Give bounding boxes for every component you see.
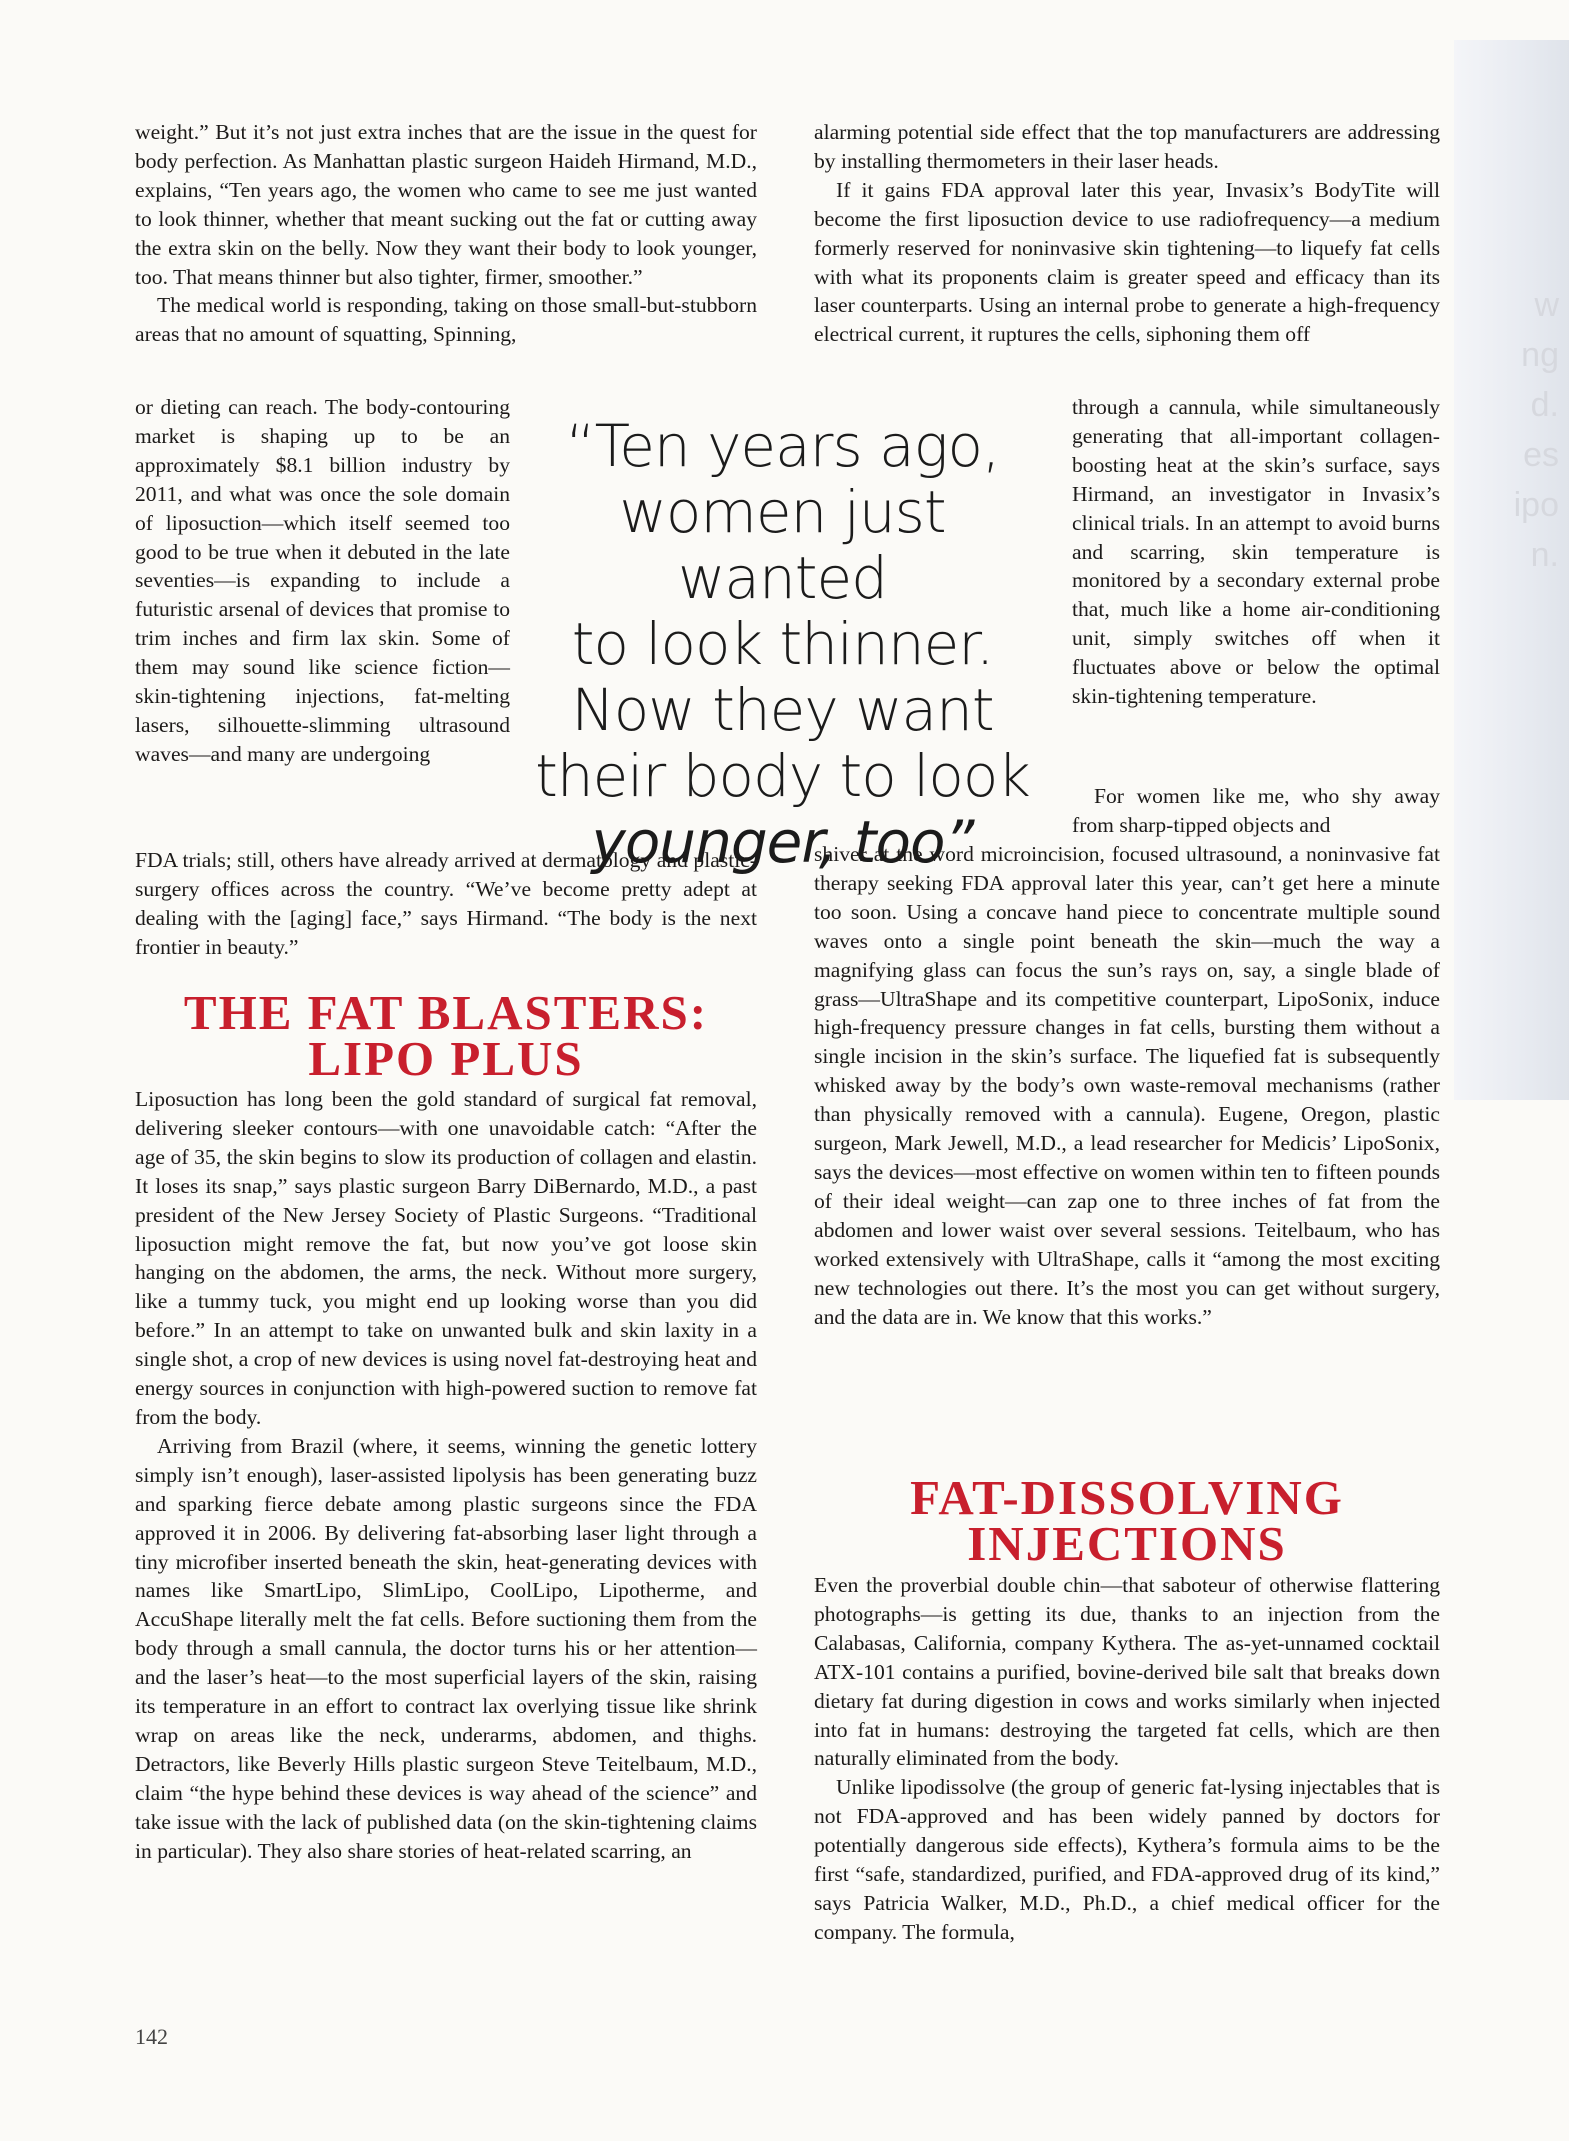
- paragraph: The medical world is responding, taking on those small-but-stubborn areas that no amount of squatting, Spinning,: [135, 293, 757, 347]
- section-heading-fat-dissolving: [814, 1470, 1440, 1571]
- right-column-narrow-2: [1072, 782, 1440, 840]
- paragraph: Liposuction has long been the gold standard of surgical fat removal, delivering sleeker contours—with one unavoidable catch: “After the age of 35, the skin begins to slow its production of collagen and elastin. It loses its snap,” says plastic surgeon Barry DiBernardo, M.D., a past president of the New Jersey Society of Plastic Surgeons. “Traditional liposuction might remove the fat, but now you’ve got loose skin hanging on the abdomen, the arms, the neck. Without more surgery, like a tummy tuck, you might end up looking worse than you did before.” In an attempt to take on unwanted bulk and skin laxity in a single shot, a crop of new devices is using novel fat-destroying heat and energy sources in conjunction with high-powered suction to remove fat from the body.: [135, 1087, 757, 1429]
- bleed-ghost-text: w ng d. es ipo n.: [1513, 286, 1559, 574]
- left-column-intro: [135, 118, 757, 349]
- pull-quote-line: Now they want: [571, 676, 994, 744]
- left-column-narrow: [135, 393, 510, 769]
- paragraph: alarming potential side effect that the top manufacturers are addressing by installing thermometers in their laser heads.: [814, 120, 1440, 173]
- heading-line: FAT-DISSOLVING: [910, 1470, 1344, 1525]
- paragraph: Even the proverbial double chin—that saboteur of otherwise flattering photographs—is getting its due, thanks to an injection from the Calabasas, California, company Kythera. The as-yet-unnamed cocktail ATX-101 contains a purified, bovine-derived bile salt that breaks down dietary fat during digestion in cows and works similarly when injected into fat in humans: destroying the targeted fat cells, which are then naturally eliminated from the body.: [814, 1573, 1440, 1771]
- right-column-intro: [814, 118, 1440, 349]
- paragraph: weight.” But it’s not just extra inches that are the issue in the quest for body perfection. As Manhattan plastic surgeon Haideh Hirmand, M.D., explains, “Ten years ago, the women who came to see me just wanted to look thinner, whether that meant sucking out the fat or cutting away the extra skin on the belly. Now they want their body to look younger, too. That means thinner but also tighter, firmer, smoother.”: [135, 120, 757, 289]
- heading-line: LIPO PLUS: [308, 1031, 584, 1086]
- paragraph: For women like me, who shy away from sharp-tipped objects and: [1072, 784, 1440, 837]
- pull-quote: [515, 413, 1050, 875]
- right-column-narrow: [1072, 393, 1440, 711]
- left-column-after-quote: [135, 846, 757, 962]
- paragraph: through a cannula, while simultaneously generating that all-important collagen-boosting heat at the skin’s surface, says Hirmand, an investigator in Invasix’s clinical trials. In an attempt to avoid burns and scarring, skin temperature is monitored by a secondary external probe that, much like a home air-conditioning unit, simply switches off when it fluctuates above or below the optimal skin-tightening temperature.: [1072, 395, 1440, 709]
- page-number: 142: [135, 2024, 168, 2049]
- paragraph: shiver at the word microincision, focused ultrasound, a noninvasive fat therapy seeking FDA approval later this year, can’t get here a minute too soon. Using a concave hand piece to concentrate multiple sound waves onto a single point beneath the skin—much the way a magnifying glass can focus the sun’s rays on, say, a single blade of grass—UltraShape and its competitive counterpart, LipoSonix, induce high-frequency pressure changes in fat cells, bursting them without a single incision in the skin’s surface. The liquefied fat is subsequently whisked away by the body’s own waste-removal mechanisms (rather than physically removed with a cannula). Eugene, Oregon, plastic surgeon, Mark Jewell, M.D., a lead researcher for Medicis’ LipoSonix, says the devices—most effective on women within ten to fifteen pounds of their ideal weight—can zap one to three inches of fat from the abdomen and lower waist over several sessions. Teitelbaum, who has worked extensively with UltraShape, calls it “among the most exciting new technologies out there. It’s the most you can get without surgery, and the data are in. We know that this works.”: [814, 842, 1440, 1329]
- pull-quote-line: to look thinner.: [571, 610, 994, 678]
- pull-quote-line: women just wanted: [619, 478, 946, 612]
- paragraph: Unlike lipodissolve (the group of generic fat-lysing injectables that is not FDA-approved and has been widely panned by doctors for potentially dangerous side effects), Kythera’s formula aims to be the first “safe, standardized, purified, and FDA-approved drug of its kind,” says Patricia Walker, M.D., Ph.D., a chief medical officer for the company. The formula,: [814, 1775, 1440, 1944]
- paragraph: or dieting can reach. The body-contouring market is shaping up to be an approximately $8.1 billion industry by 2011, and what was once the sole domain of liposuction—which itself seemed too good to be true when it debuted in the late seventies—is expanding to include a futuristic arsenal of devices that promise to trim inches and firm lax skin. Some of them may sound like science fiction—skin-tightening injections, fat-melting lasers, silhouette-slimming ultrasound waves—and many are undergoing: [135, 395, 510, 766]
- left-column-section1: [135, 1085, 757, 1865]
- pull-quote-line: “Ten years ago,: [565, 412, 1000, 480]
- heading-line: INJECTIONS: [967, 1516, 1287, 1571]
- pull-quote-line: younger, too”: [591, 808, 974, 876]
- paragraph: If it gains FDA approval later this year, Invasix’s BodyTite will become the first liposuction device to use radiofrequency—a medium formerly reserved for noninvasive skin tightening—to liquefy fat cells with what its proponents claim is greater speed and efficacy than its laser counterparts. Using an internal probe to generate a high-frequency electrical current, it ruptures the cells, siphoning them off: [814, 177, 1440, 347]
- heading-line: THE FAT BLASTERS:: [183, 985, 709, 1040]
- section-heading-fat-blasters: [135, 985, 757, 1086]
- paragraph: Arriving from Brazil (where, it seems, winning the genetic lottery simply isn’t enough), laser-assisted lipolysis has been generating buzz and sparking fierce debate among plastic surgeons since the FDA approved it in 2006. By delivering fat-absorbing laser light through a tiny microfiber inserted beneath the skin, heat-generating devices with names like SmartLipo, SlimLipo, CoolLipo, Lipotherme, and AccuShape literally melt the fat cells. Before suctioning them from the body through a small cannula, the doctor turns his or her attention—and the laser’s heat—to the most superficial layers of the skin, raising its temperature in an effort to contract lax overlying tissue like shrink wrap on areas like the neck, underarms, abdomen, and thighs. Detractors, like Beverly Hills plastic surgeon Steve Teitelbaum, M.D., claim “the hype behind these devices is way ahead of the science” and take issue with the lack of published data (on the skin-tightening claims in particular). They also share stories of heat-related scarring, an: [135, 1433, 757, 1863]
- pull-quote-line: their body to look: [535, 742, 1030, 810]
- right-column-section2: [814, 1571, 1440, 1947]
- paragraph: FDA trials; still, others have already arrived at dermatology and plastic-surgery offices across the country. “We’ve become pretty adept at dealing with the [aging] face,” says Hirmand. “The body is the next frontier in beauty.”: [135, 848, 757, 959]
- right-column-after-quote: [814, 840, 1440, 1331]
